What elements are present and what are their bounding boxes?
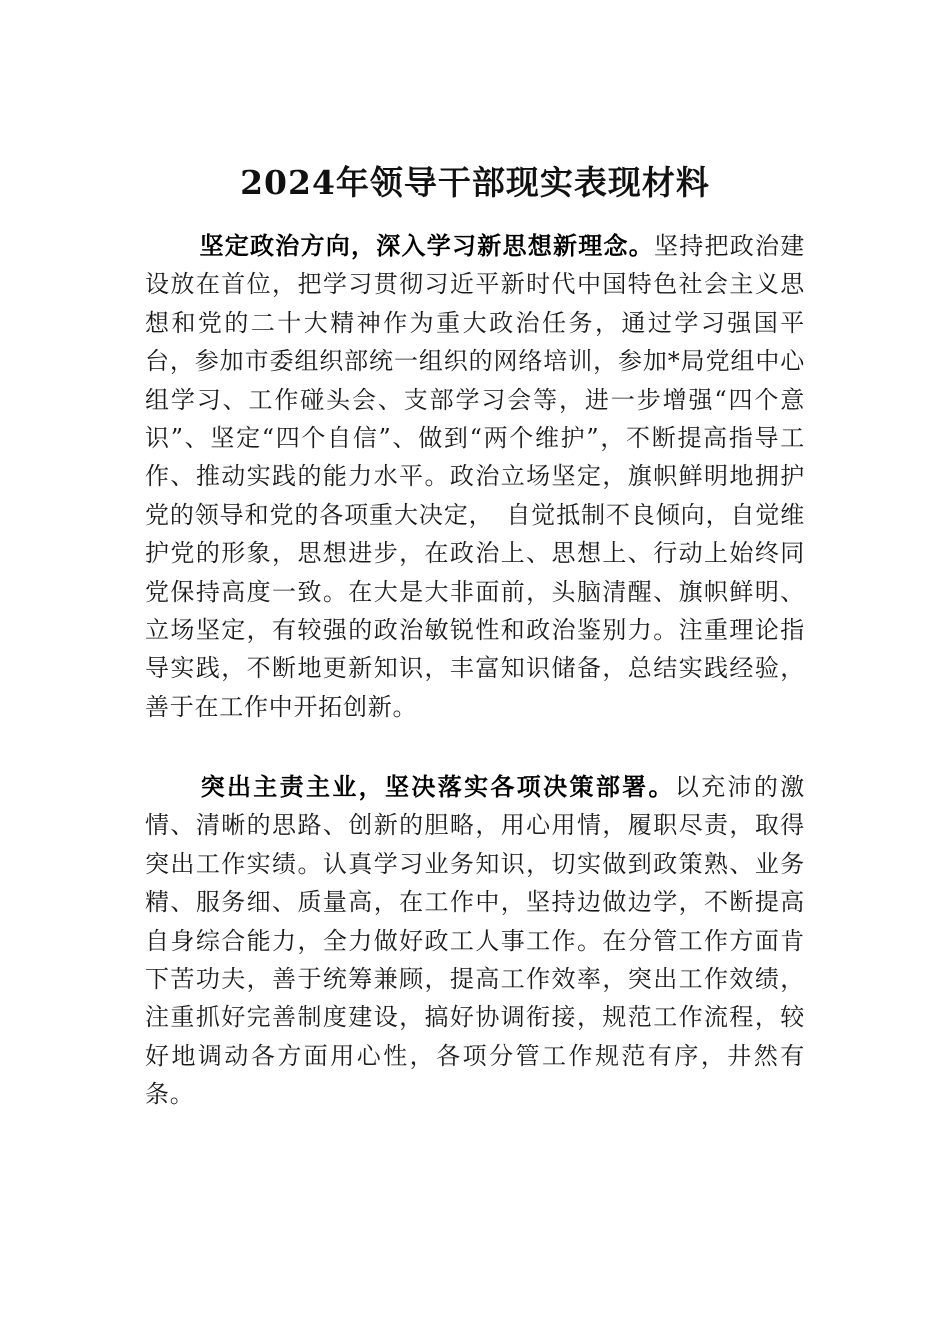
paragraph-main-responsibility xyxy=(145,768,805,1114)
paragraph-body: 坚持把政治建设放在首位，把学习贯彻习近平新时代中国特色社会主义思想和党的二十大精神作为重大政治任务，通过学习强国平台，参加市委组织部统一组织的网络培训，参加*局党组中心组学习、工作碰头会、支部学习会等，进一步增强“四个意识”、坚定“四个自信”、做到“两个维护”，不断提高指导工作、推动实践的能力水平。政治立场坚定，旗帜鲜明地拥护党的领导和党的各项重大决定， 自觉抵制不良倾向，自觉维护党的形象，思想进步，在政治上、思想上、行动上始终同党保持高度一致。在大是大非面前，头脑清醒、旗帜鲜明、立场坚定，有较强的政治敏锐性和政治鉴别力。注重理论指导实践，不断地更新知识，丰富知识储备，总结实践经验，善于在工作中开拓创新。 xyxy=(145,232,805,721)
paragraph-lead-heading: 突出主责主业，坚决落实各项决策部署。 xyxy=(199,772,675,801)
paragraph-lead-heading: 坚定政治方向，深入学习新思想新理念。 xyxy=(199,231,654,260)
paragraph-political-direction xyxy=(145,227,805,726)
document-title: 2024年领导干部现实表现材料 xyxy=(240,163,710,202)
paragraph-body: 以充沛的激情、清晰的思路、创新的胆略，用心用情，履职尽责，取得突出工作实绩。认真学习业务知识，切实做到政策熟、业务精、服务细、质量高，在工作中，坚持边做边学，不断提高自身综合能力，全力做好政工人事工作。在分管工作方面肯下苦功夫，善于统筹兼顾，提高工作效率，突出工作效绩，注重抓好完善制度建设，搞好协调衔接，规范工作流程，较好地调动各方面用心性，各项分管工作规范有序，井然有条。 xyxy=(145,773,806,1109)
